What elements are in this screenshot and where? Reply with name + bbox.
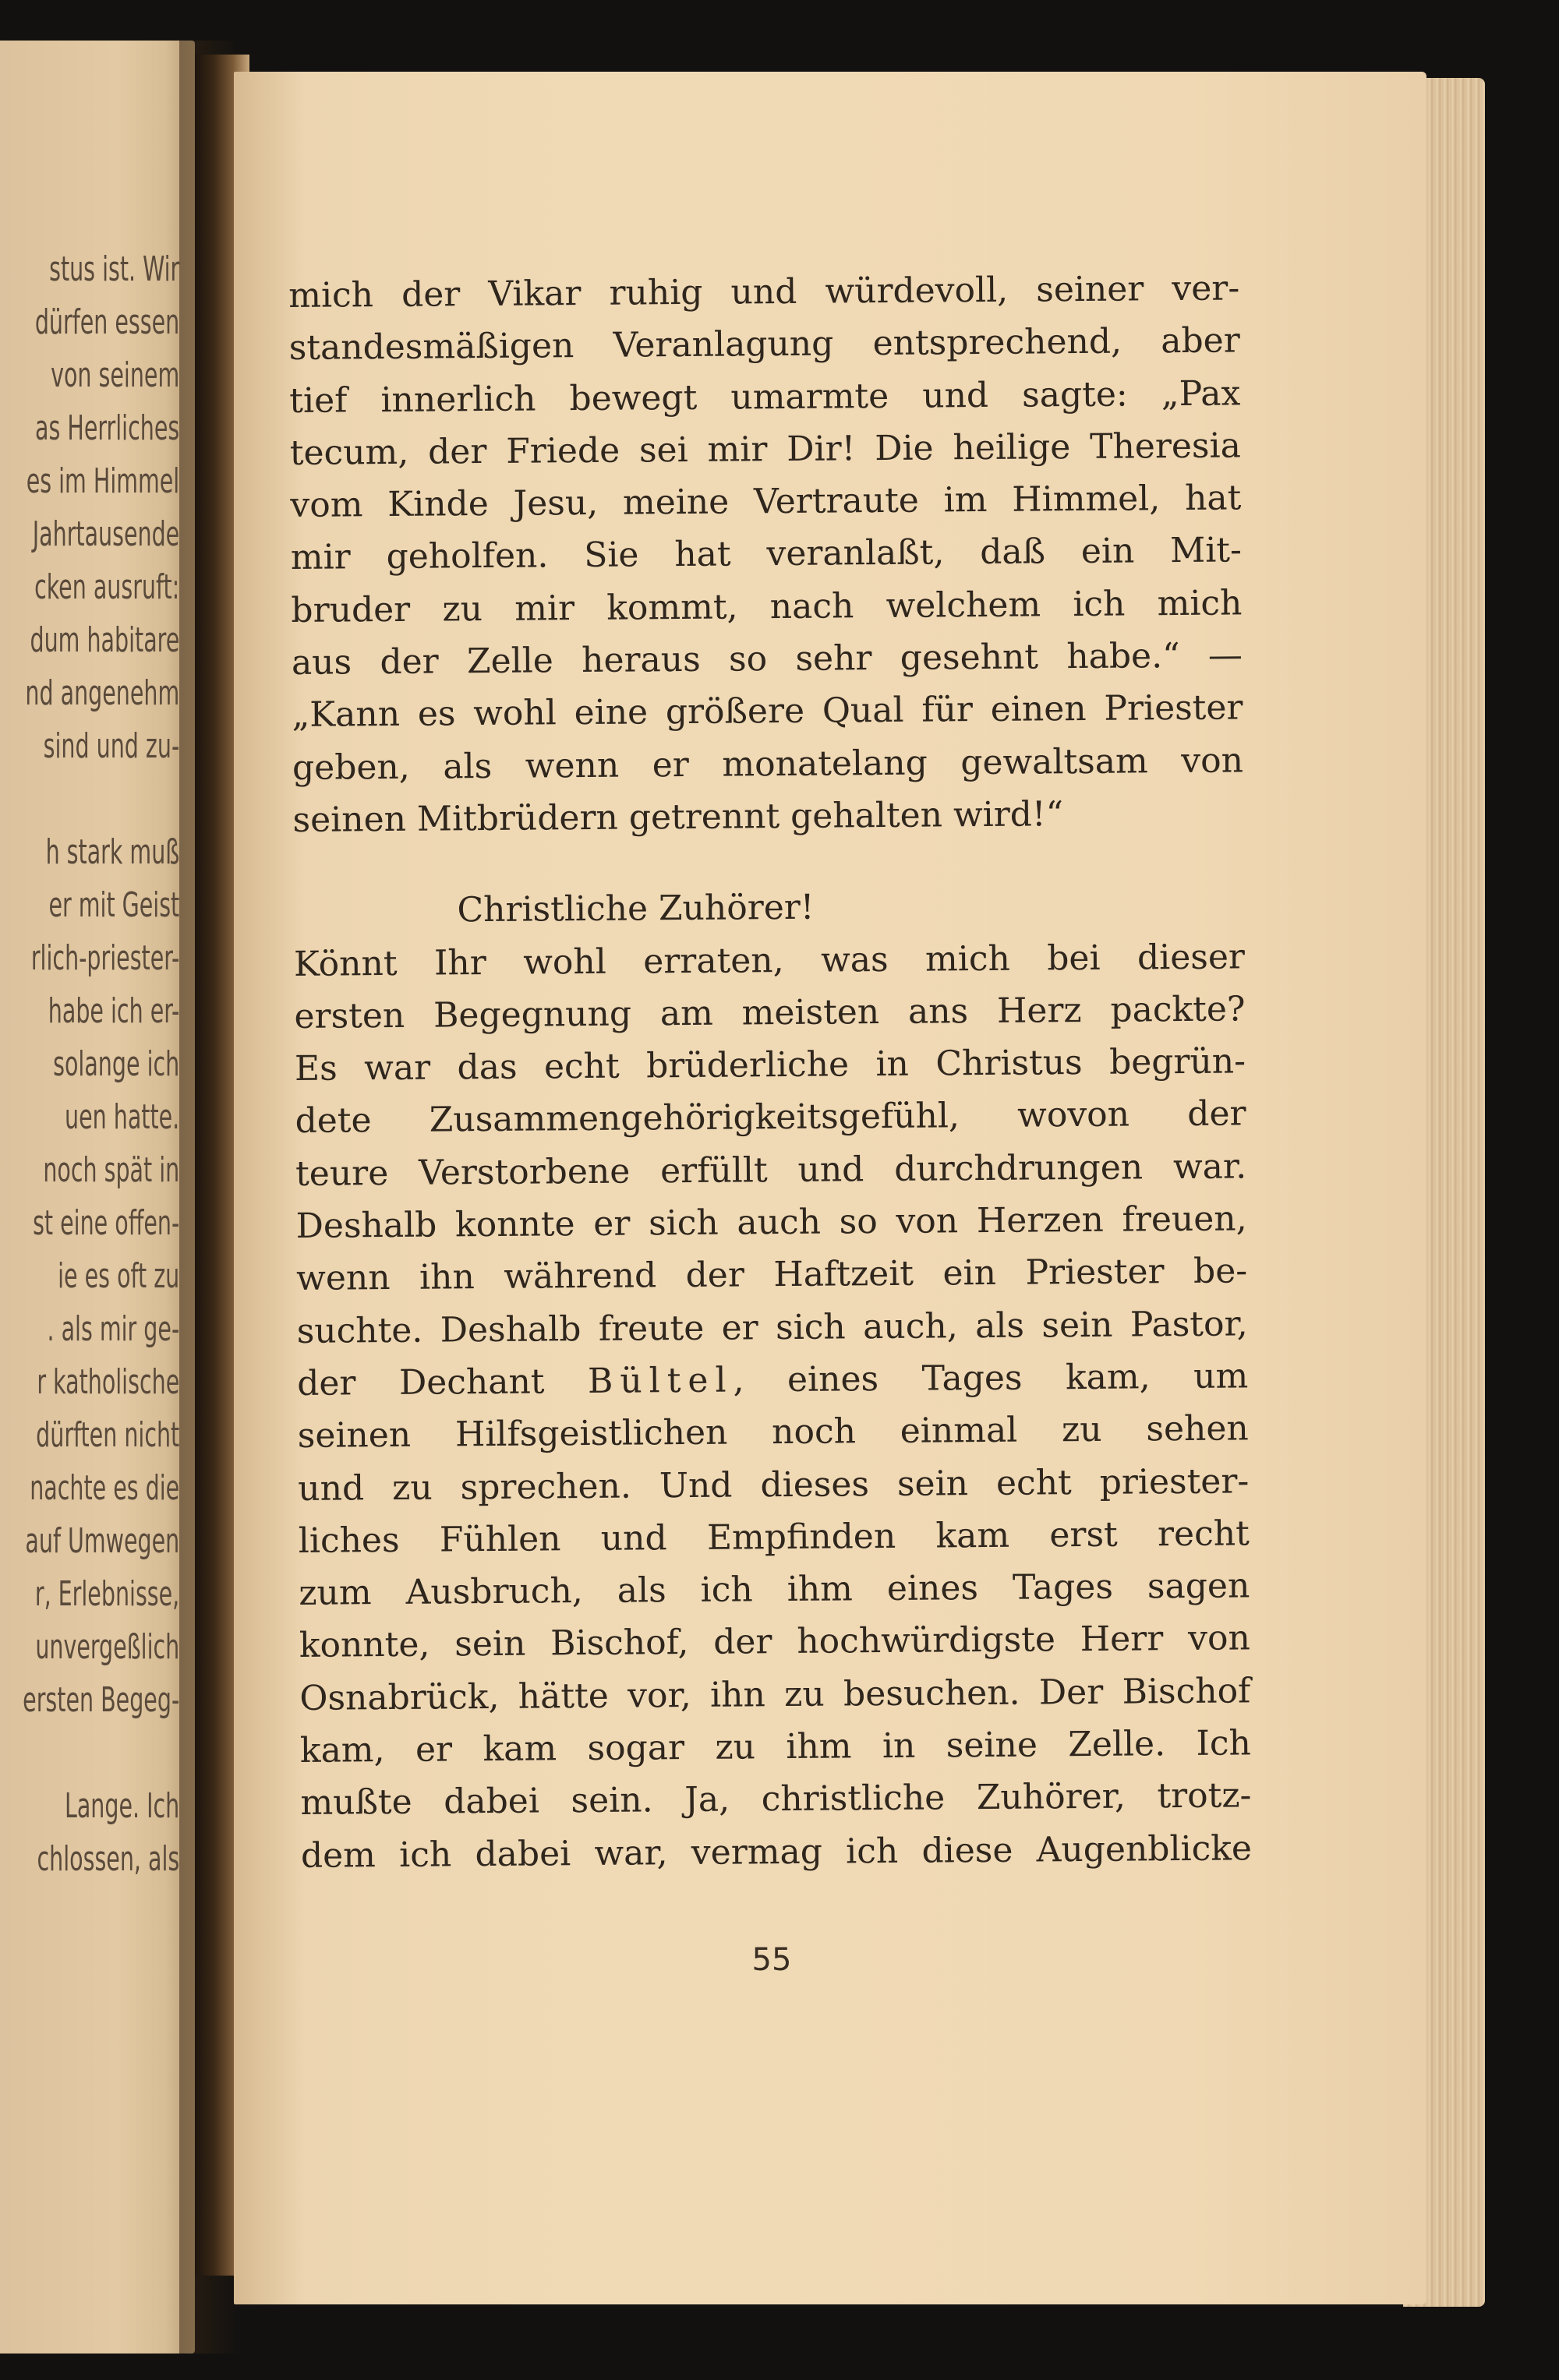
text-line: tecum, der Friede sei mir Dir! Die heilige Theresia xyxy=(289,426,1242,473)
paragraph-2-part-b xyxy=(297,1403,1252,1882)
left-page-line: dürfen essen xyxy=(34,302,179,342)
text-line: der Dechant Bültel, eines Tages kam, um xyxy=(297,1356,1249,1404)
left-page-line: rlich-priester- xyxy=(30,938,180,978)
text-line: wenn ihn während der Haftzeit ein Priester be- xyxy=(295,1251,1248,1299)
name-buelte: Bültel xyxy=(587,1360,734,1401)
facing-left-page xyxy=(0,41,195,2354)
left-page-line: ie es oft zu xyxy=(57,1256,179,1296)
left-page-line: Lange. Ich xyxy=(64,1786,179,1826)
body-text xyxy=(288,262,1252,1881)
left-page-line: er mit Geist xyxy=(48,885,179,925)
text-line: tief innerlich bewegt umarmte und sagte: „Pax xyxy=(289,373,1241,421)
left-page-line: Jahrtausende xyxy=(32,514,180,554)
text-line: ersten Begegnung am meisten ans Herz packte? xyxy=(294,989,1246,1036)
section-heading: Christliche Zuhörer! xyxy=(457,887,815,930)
left-page-line: habe ich er- xyxy=(48,991,180,1031)
left-page-line: chlossen, als xyxy=(37,1839,179,1879)
paragraph-2 xyxy=(294,930,1252,1882)
text-line: mußte dabei sein. Ja, christliche Zuhörer, trotz- xyxy=(300,1775,1252,1824)
paragraph-2-part-a xyxy=(294,930,1248,1358)
left-page-line: ersten Begeg- xyxy=(22,1680,179,1720)
left-page-text xyxy=(0,243,179,1886)
left-page-line: st eine offen- xyxy=(32,1203,179,1243)
left-page-line: es im Himmel xyxy=(26,461,180,501)
left-page-line: nd angenehm xyxy=(25,673,179,713)
left-page-line: h stark muß xyxy=(45,832,180,872)
text-line: teure Verstorbene erfüllt und durchdrungen war. xyxy=(295,1146,1247,1194)
text-line: Es war das echt brüderliche in Christus begrün- xyxy=(294,1041,1246,1089)
left-page-line: von seinem xyxy=(50,355,179,395)
left-page-line: solange ich xyxy=(52,1044,179,1084)
left-page-line: sind und zu- xyxy=(43,726,179,766)
left-page-line: dum habitare xyxy=(30,620,179,660)
left-page-line: auf Umwegen xyxy=(25,1521,179,1561)
left-page-line: uen hatte. xyxy=(64,1097,179,1137)
text-line: kam, er kam sogar zu ihm in seine Zelle. Ich xyxy=(299,1723,1252,1771)
left-page-gap xyxy=(23,773,179,826)
text-line: mich der Vikar ruhig und würdevoll, seiner ver- xyxy=(288,268,1240,316)
left-page-line: cken ausruft: xyxy=(34,567,179,607)
paragraph-1 xyxy=(288,262,1244,846)
text-line: Osnabrück, hätte vor, ihn zu besuchen. Der Bischof xyxy=(299,1671,1251,1718)
left-page-line: unvergeßlich xyxy=(35,1627,179,1667)
text-line: seinen Hilfsgeistlichen noch einmal zu sehen xyxy=(297,1408,1249,1457)
left-page-line: r, Erlebnisse, xyxy=(34,1574,179,1614)
text-line: aus der Zelle heraus so sehr gesehnt habe.“ — xyxy=(291,635,1243,683)
left-page-line: as Herrliches xyxy=(34,408,179,448)
text-line: geben, als wenn er monatelang gewaltsam von xyxy=(292,740,1244,788)
text-line: dete Zusammengehörigkeitsgefühl, wovon der xyxy=(295,1093,1246,1142)
text-line: vom Kinde Jesu, meine Vertraute im Himmel, hat xyxy=(290,478,1242,526)
text-line: Deshalb konnte er sich auch so von Herzen freuen, xyxy=(295,1199,1247,1247)
left-page-line: . als mir ge- xyxy=(47,1309,179,1349)
text-line: bruder zu mir kommt, nach welchem ich mich xyxy=(291,583,1243,630)
text-line: suchte. Deshalb freute er sich auch, als sein Pastor, xyxy=(296,1304,1248,1351)
left-page-line: noch spät in xyxy=(43,1150,180,1190)
left-page-line: dürften nicht xyxy=(35,1415,180,1455)
left-page-line: r katholische xyxy=(37,1362,179,1402)
text-line: zum Ausbruch, als ich ihm eines Tages sagen xyxy=(299,1566,1250,1614)
left-page-gap xyxy=(23,1727,179,1780)
left-page-line: nachte es die xyxy=(29,1468,180,1508)
text-line: konnte, sein Bischof, der hochwürdigste Herr von xyxy=(299,1618,1251,1666)
text-line: mir geholfen. Sie hat veranlaßt, daß ein Mit- xyxy=(290,530,1243,578)
left-page-line: stus ist. Wir xyxy=(48,249,179,289)
text-line: liches Fühlen und Empfinden kam erst recht xyxy=(298,1513,1250,1561)
page-number: 55 xyxy=(751,1942,792,1978)
text-line: dem ich dabei war, vermag ich diese Augenblicke xyxy=(300,1827,1253,1876)
text-line: „Kann es wohl eine größere Qual für einen Priester xyxy=(292,687,1243,736)
text-line: Könnt Ihr wohl erraten, was mich bei dieser xyxy=(293,936,1246,984)
text-line: und zu sprechen. Und dieses sein echt priester- xyxy=(298,1460,1250,1509)
text-line: seinen Mitbrüdern getrennt gehalten wird!“ xyxy=(292,794,1064,840)
text-line: standesmäßigen Veranlagung entsprechend, aber xyxy=(288,320,1240,369)
